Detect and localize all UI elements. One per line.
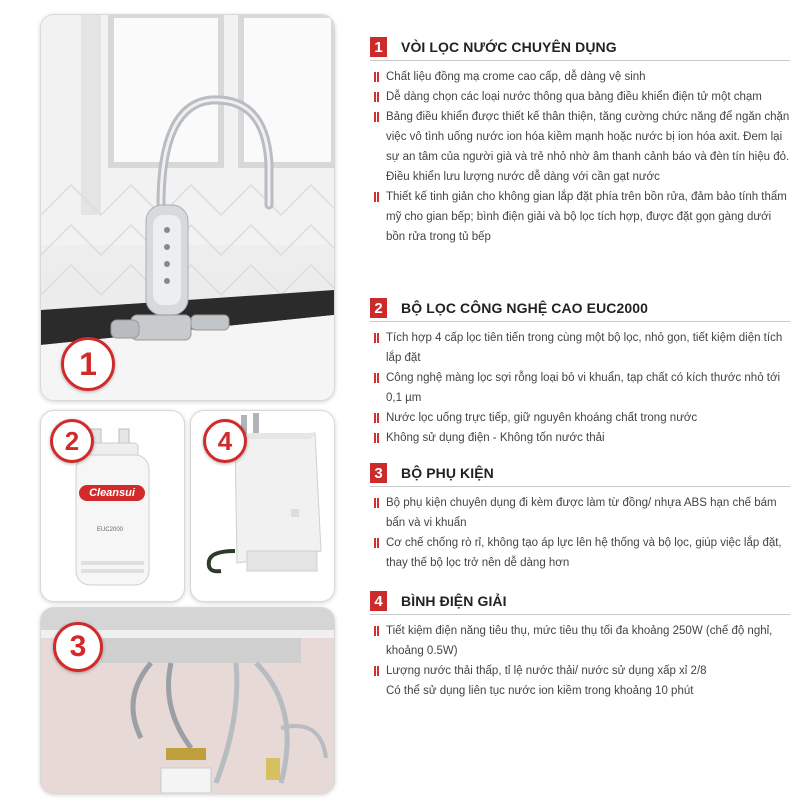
- section-number-badge: 4: [370, 591, 387, 611]
- photo-badge-2: 2: [50, 419, 94, 463]
- section-title: BỘ LỌC CÔNG NGHỆ CAO EUC2000: [401, 300, 649, 316]
- section-number-badge: 3: [370, 463, 387, 483]
- section-electrolysis: [370, 590, 790, 701]
- bullet-item: Thiết kế tinh giản cho không gian lắp đặt phía trên bồn rửa, đảm bảo tính thẩm mỹ cho gian bếp; bình điện giải và bộ lọc tích hợp, được đặt gọn gàng dưới bồn rửa trong tủ bếp: [370, 187, 790, 247]
- cartridge-model-label: EUC2000: [97, 527, 124, 533]
- section-filter: [370, 297, 790, 448]
- section-number-badge: 1: [370, 37, 387, 57]
- section-header: [370, 297, 790, 319]
- photo-badge-1: 1: [61, 337, 115, 391]
- bullet-marker-icon: [374, 92, 379, 102]
- bullet-item: Dễ dàng chọn các loại nước thông qua bảng điều khiển điện tử một chạm: [370, 87, 790, 107]
- bullet-item: Cơ chế chống rò rỉ, không tạo áp lực lên hệ thống và bộ lọc, giúp việc lắp đặt, thay thế bộ lọc trở nên dễ dàng hơn: [370, 533, 790, 573]
- bullet-continuation: Điều khiển lưu lượng nước dễ dàng với cần gạt nước: [386, 171, 660, 183]
- bullet-marker-icon: [374, 498, 379, 508]
- filter-cartridge-photo: [40, 410, 185, 602]
- bullet-marker-icon: [374, 666, 379, 676]
- bullet-list: [370, 328, 790, 448]
- bullet-marker-icon: [374, 333, 379, 343]
- photo-badge-4: 4: [203, 419, 247, 463]
- cartridge-brand-label: Cleansui: [79, 485, 145, 501]
- section-divider: [370, 321, 790, 322]
- bullet-item: Bảng điều khiển được thiết kế thân thiện, tăng cường chức năng để ngăn chặn việc vô tình uống nước ion hóa kiềm mạnh hoặc nước bị ion hóa axit. Đem lại sự an tâm của người già và trẻ nhỏ nhờ âm thanh cảnh báo và đèn tín hiệu đỏ. Điều khiển lưu lượng nước dễ dàng với cần gạt nước: [370, 107, 790, 187]
- bullet-item: Không sử dụng điện - Không tốn nước thải: [370, 428, 790, 448]
- bullet-list: [370, 67, 790, 247]
- section-divider: [370, 60, 790, 61]
- accessories-photo: [40, 607, 335, 794]
- bullet-marker-icon: [374, 112, 379, 122]
- electrolysis-unit-photo: [190, 410, 335, 602]
- photo-badge-3: 3: [53, 622, 103, 672]
- section-header: [370, 36, 790, 58]
- section-accessories: [370, 462, 790, 573]
- section-title: BÌNH ĐIỆN GIẢI: [401, 593, 507, 609]
- section-number-badge: 2: [370, 298, 387, 318]
- bullet-marker-icon: [374, 626, 379, 636]
- bullet-item: Tích hợp 4 cấp lọc tiên tiến trong cùng một bộ lọc, nhỏ gọn, tiết kiệm diện tích lắp đặt: [370, 328, 790, 368]
- section-divider: [370, 486, 790, 487]
- bullet-marker-icon: [374, 433, 379, 443]
- section-faucet: [370, 36, 790, 247]
- bullet-marker-icon: [374, 72, 379, 82]
- bullet-marker-icon: [374, 373, 379, 383]
- bullet-marker-icon: [374, 538, 379, 548]
- bullet-item: Lượng nước thải thấp, tỉ lệ nước thải/ nước sử dụng xấp xỉ 2/8 Có thể sử dụng liên tục nước ion kiềm trong khoảng 10 phút: [370, 661, 790, 701]
- bullet-continuation: Có thể sử dụng liên tục nước ion kiềm trong khoảng 10 phút: [386, 685, 694, 697]
- bullet-item: Tiết kiệm điện năng tiêu thụ, mức tiêu thụ tối đa khoảng 250W (chế độ nghỉ, khoảng 0.5W): [370, 621, 790, 661]
- bullet-item: Chất liệu đồng mạ crome cao cấp, dễ dàng vệ sinh: [370, 67, 790, 87]
- faucet-photo: [40, 14, 335, 401]
- bullet-item: Công nghệ màng lọc sợi rỗng loại bỏ vi khuẩn, tạp chất có kích thước nhỏ tới 0,1 µm: [370, 368, 790, 408]
- bullet-marker-icon: [374, 192, 379, 202]
- bullet-list: [370, 621, 790, 701]
- section-header: [370, 462, 790, 484]
- section-header: [370, 590, 790, 612]
- bullet-item: Bộ phụ kiện chuyên dụng đi kèm được làm từ đồng/ nhựa ABS hạn chế bám bẩn và vi khuẩn: [370, 493, 790, 533]
- section-title: BỘ PHỤ KIỆN: [401, 465, 494, 481]
- section-title: VÒI LỌC NƯỚC CHUYÊN DỤNG: [401, 39, 617, 55]
- section-divider: [370, 614, 790, 615]
- bullet-item: Nước lọc uống trực tiếp, giữ nguyên khoáng chất trong nước: [370, 408, 790, 428]
- bullet-list: [370, 493, 790, 573]
- bullet-marker-icon: [374, 413, 379, 423]
